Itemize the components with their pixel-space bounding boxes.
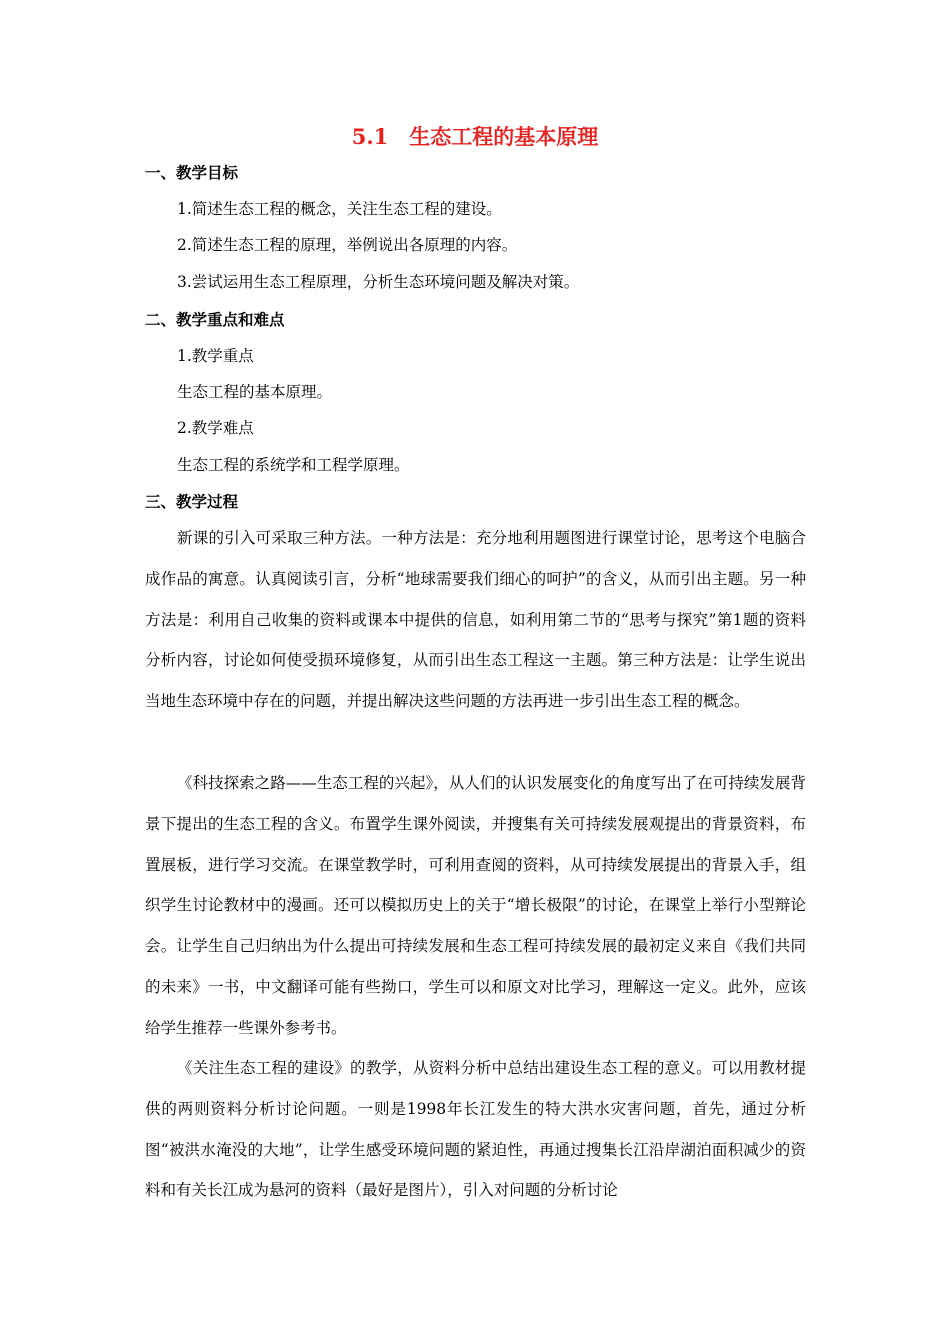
difficulty-text: 生态工程的系统学和工程学原理。	[177, 456, 410, 474]
key-point-text: 生态工程的基本原理。	[177, 383, 333, 401]
difficulty-label: 2.教学难点	[177, 419, 254, 437]
section-heading-key-points: 二、教学重点和难点	[145, 310, 285, 329]
process-paragraph-2: 《科技探索之路——生态工程的兴起》，从人们的认识发展变化的角度写出了在可持续发展背景下提出的生态工程的含义。布置学生课外阅读，并搜集有关可持续发展观提出的背景资料，布置展板，进行学习交流。在课堂教学时，可利用查阅的资料，从可持续发展提出的背景入手，组织学生讨论教材中的漫画。还可以模拟历史上的关于“增长极限”的讨论，在课堂上举行小型辩论会。让学生自己归纳出为什么提出可持续发展和生态工程可持续发展的最初定义来自《我们共同的未来》一书，中文翻译可能有些拗口，学生可以和原文对比学习，理解这一定义。此外，应该给学生推荐一些课外参考书。	[145, 774, 806, 1037]
key-point-label: 1.教学重点	[177, 347, 254, 365]
section-heading-process: 三、教学过程	[145, 492, 239, 511]
document-title: 5.1 生态工程的基本原理	[351, 124, 599, 149]
section-heading-objectives: 一、教学目标	[145, 163, 239, 182]
objective-item-2: 2.简述生态工程的原理，举例说出各原理的内容。	[177, 236, 518, 254]
process-paragraph-1: 新课的引入可采取三种方法。一种方法是：充分地利用题图进行课堂讨论，思考这个电脑合成作品的寓意。认真阅读引言，分析“地球需要我们细心的呵护”的含义，从而引出主题。另一种方法是：利用自己收集的资料或课本中提供的信息，如利用第二节的“思考与探究”第1题的资料分析内容，讨论如何使受损环境修复，从而引出生态工程这一主题。第三种方法是：让学生说出当地生态环境中存在的问题，并提出解决这些问题的方法再进一步引出生态工程的概念。	[145, 529, 806, 711]
objective-item-3: 3.尝试运用生态工程原理，分析生态环境问题及解决对策。	[177, 273, 580, 291]
objective-item-1: 1.简述生态工程的概念，关注生态工程的建设。	[177, 200, 502, 218]
process-paragraph-3: 《关注生态工程的建设》的教学，从资料分析中总结出建设生态工程的意义。可以用教材提供的两则资料分析讨论问题。一则是1998年长江发生的特大洪水灾害问题，首先，通过分析图“被洪水淹没的大地”，让学生感受环境问题的紧迫性，再通过搜集长江沿岸湖泊面积减少的资料和有关长江成为悬河的资料（最好是图片），引入对问题的分析讨论	[145, 1059, 806, 1200]
